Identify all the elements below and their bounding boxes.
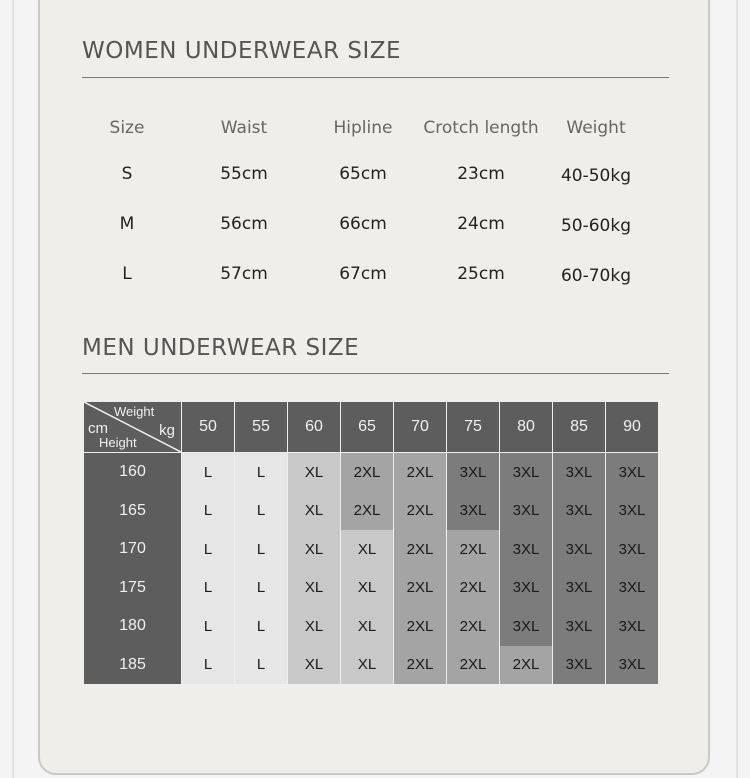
size-cell: L bbox=[182, 607, 235, 646]
size-cell: 2XL bbox=[394, 492, 447, 531]
weight-header-cell: 80 bbox=[500, 402, 553, 453]
left-edge-line bbox=[12, 0, 14, 778]
weight-header-cell: 60 bbox=[288, 402, 341, 453]
size-cell: 2XL bbox=[394, 569, 447, 608]
women-table-cell: 65cm bbox=[339, 164, 387, 184]
women-table-cell: 50-60kg bbox=[560, 216, 632, 236]
weight-header-cell: 85 bbox=[553, 402, 606, 453]
women-section-title: WOMEN UNDERWEAR SIZE bbox=[82, 38, 402, 64]
size-cell: L bbox=[182, 646, 235, 685]
size-cell: L bbox=[182, 492, 235, 531]
size-cell: 3XL bbox=[606, 646, 659, 685]
corner-kg-label: kg bbox=[159, 422, 175, 439]
size-cell: XL bbox=[288, 453, 341, 492]
women-table-cell: 56cm bbox=[220, 214, 268, 234]
men-header-row bbox=[84, 402, 659, 453]
size-cell: XL bbox=[341, 607, 394, 646]
size-cell: 2XL bbox=[394, 530, 447, 569]
size-cell: XL bbox=[341, 646, 394, 685]
height-row-header: 170 bbox=[84, 530, 182, 569]
height-row-header: 175 bbox=[84, 569, 182, 608]
size-cell: L bbox=[235, 569, 288, 608]
women-table-cell: 60-70kg bbox=[560, 266, 632, 286]
corner-cm-label: cm bbox=[88, 420, 108, 437]
women-table-cell: 66cm bbox=[339, 214, 387, 234]
size-cell: 3XL bbox=[553, 569, 606, 608]
size-cell: L bbox=[235, 453, 288, 492]
women-header-cell: Crotch length bbox=[423, 118, 539, 138]
women-table-cell: S bbox=[121, 164, 133, 184]
size-cell: 3XL bbox=[500, 453, 553, 492]
women-header-cell: Waist bbox=[220, 118, 268, 138]
size-cell: 3XL bbox=[553, 607, 606, 646]
women-table-cell: 40-50kg bbox=[560, 166, 632, 186]
women-table-cell: 67cm bbox=[339, 264, 387, 284]
height-row-header: 180 bbox=[84, 607, 182, 646]
weight-header-cell: 90 bbox=[606, 402, 659, 453]
men-title-rule bbox=[82, 373, 669, 374]
size-cell: 3XL bbox=[606, 492, 659, 531]
men-section-title: MEN UNDERWEAR SIZE bbox=[82, 335, 360, 361]
women-table-cell: 23cm bbox=[457, 164, 505, 184]
size-cell: XL bbox=[341, 569, 394, 608]
size-cell: 3XL bbox=[606, 569, 659, 608]
size-cell: 2XL bbox=[500, 646, 553, 685]
size-cell: 2XL bbox=[341, 453, 394, 492]
size-cell: 2XL bbox=[447, 646, 500, 685]
size-cell: L bbox=[182, 530, 235, 569]
women-header-cell: Hipline bbox=[333, 118, 393, 138]
size-cell: 3XL bbox=[606, 607, 659, 646]
size-cell: 3XL bbox=[553, 492, 606, 531]
table-row bbox=[84, 646, 659, 685]
size-cell: 3XL bbox=[500, 530, 553, 569]
women-table-cell: M bbox=[119, 214, 135, 234]
size-cell: XL bbox=[288, 569, 341, 608]
women-table-cell: 55cm bbox=[220, 164, 268, 184]
table-row bbox=[84, 569, 659, 608]
size-cell: 3XL bbox=[606, 530, 659, 569]
size-cell: 3XL bbox=[500, 607, 553, 646]
height-row-header: 165 bbox=[84, 492, 182, 531]
size-cell: 2XL bbox=[341, 492, 394, 531]
men-size-table bbox=[84, 402, 659, 684]
table-row bbox=[84, 530, 659, 569]
height-row-header: 185 bbox=[84, 646, 182, 685]
corner-weight-label: Weight bbox=[114, 404, 155, 419]
size-cell: XL bbox=[341, 530, 394, 569]
size-cell: L bbox=[235, 530, 288, 569]
size-cell: 2XL bbox=[394, 607, 447, 646]
size-cell: XL bbox=[288, 646, 341, 685]
women-header-cell: Weight bbox=[566, 118, 626, 138]
size-cell: L bbox=[235, 492, 288, 531]
weight-header-cell: 65 bbox=[341, 402, 394, 453]
table-row bbox=[84, 492, 659, 531]
size-cell: 3XL bbox=[606, 453, 659, 492]
size-cell: 3XL bbox=[447, 453, 500, 492]
size-cell: 3XL bbox=[500, 569, 553, 608]
height-row-header: 160 bbox=[84, 453, 182, 492]
size-cell: XL bbox=[288, 530, 341, 569]
weight-header-cell: 50 bbox=[182, 402, 235, 453]
size-cell: 2XL bbox=[447, 530, 500, 569]
size-cell: 2XL bbox=[394, 453, 447, 492]
size-cell: 2XL bbox=[447, 569, 500, 608]
women-table-cell: 57cm bbox=[220, 264, 268, 284]
women-title-rule bbox=[82, 77, 669, 78]
size-cell: 3XL bbox=[553, 646, 606, 685]
women-table-cell: 24cm bbox=[457, 214, 505, 234]
table-corner-cell bbox=[84, 402, 182, 453]
weight-header-cell: 55 bbox=[235, 402, 288, 453]
size-cell: L bbox=[182, 453, 235, 492]
size-cell: 3XL bbox=[553, 530, 606, 569]
size-cell: L bbox=[235, 607, 288, 646]
size-cell: XL bbox=[288, 492, 341, 531]
women-header-cell: Size bbox=[109, 118, 145, 138]
size-cell: 2XL bbox=[394, 646, 447, 685]
size-cell: XL bbox=[288, 607, 341, 646]
table-row bbox=[84, 607, 659, 646]
size-cell: L bbox=[235, 646, 288, 685]
size-cell: 2XL bbox=[447, 607, 500, 646]
women-table-cell: 25cm bbox=[457, 264, 505, 284]
size-cell: 3XL bbox=[447, 492, 500, 531]
size-cell: 3XL bbox=[553, 453, 606, 492]
size-cell: 3XL bbox=[500, 492, 553, 531]
women-table-cell: L bbox=[122, 264, 132, 284]
weight-header-cell: 70 bbox=[394, 402, 447, 453]
weight-header-cell: 75 bbox=[447, 402, 500, 453]
table-row bbox=[84, 453, 659, 492]
corner-height-label: Height bbox=[99, 435, 137, 450]
right-edge-line bbox=[736, 0, 738, 778]
size-cell: L bbox=[182, 569, 235, 608]
